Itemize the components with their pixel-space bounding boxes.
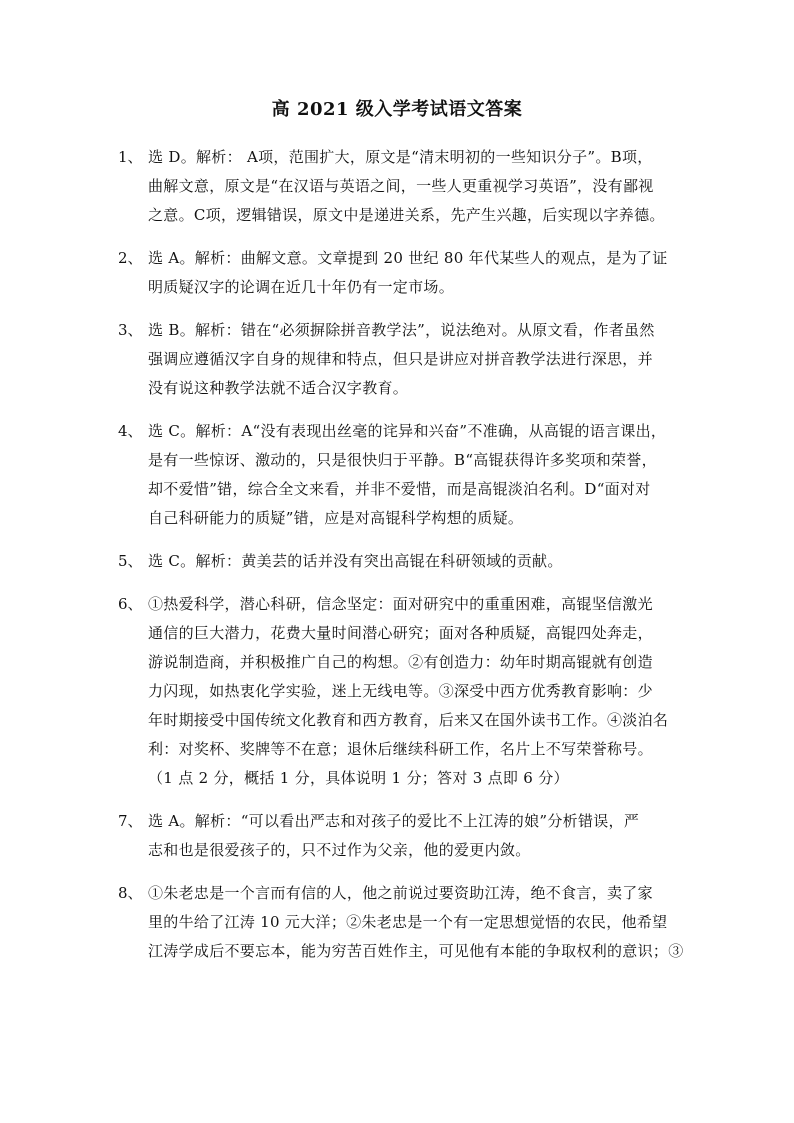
answer-line: 选 A。解析：“可以看出严志和对孩子的爱比不上江涛的娘”分析错误，严 [148, 812, 640, 830]
answer-line: ①热爱科学，潜心科研，信念坚定：面对研究中的重重困难，高锟坚信激光 [148, 595, 653, 613]
answer-item [118, 417, 718, 533]
answer-line: 之意。C项，逻辑错误，原文中是递进关系，先产生兴趣，后实现以字养德。 [148, 206, 665, 224]
answer-line: 江涛学成后不要忘本，能为穷苦百姓作主，可见他有本能的争取权利的意识；③ [148, 942, 684, 960]
answer-number: 8、 [118, 884, 143, 902]
answer-line: 选 C。解析：黄美芸的话并没有突出高锟在科研领域的贡献。 [148, 552, 563, 570]
answer-text [148, 547, 718, 576]
answer-number: 5、 [118, 552, 143, 570]
answer-number: 1、 [118, 148, 143, 166]
answer-item [118, 244, 718, 302]
answer-line: 选 D。解析： A项，范围扩大，原文是“清末明初的一些知识分子”。B项， [148, 148, 653, 166]
answer-item [118, 807, 718, 865]
answer-line: 却不爱惜”错，综合全文来看，并非不爱惜，而是高锟淡泊名利。D“面对对 [148, 480, 651, 498]
answer-text [148, 244, 718, 302]
answer-line: 没有说这种教学法就不适合汉字教育。 [148, 379, 409, 397]
answer-number: 7、 [118, 812, 143, 830]
answer-line: 通信的巨大潜力，花费大量时间潜心研究；面对各种质疑，高锟四处奔走， [148, 624, 653, 642]
answer-text [148, 143, 718, 230]
answer-line: ①朱老忠是一个言而有信的人，他之前说过要资助江涛，绝不食言，卖了家 [148, 884, 653, 902]
answer-line: 明质疑汉字的论调在近几十年仍有一定市场。 [148, 278, 455, 296]
answer-line: 是有一些惊讶、激动的，只是很快归于平静。B“高锟获得许多奖项和荣誉， [148, 451, 657, 469]
answer-line: 强调应遵循汉字自身的规律和特点，但只是讲应对拼音教学法进行深思，并 [148, 350, 653, 368]
answer-item [118, 547, 718, 576]
answer-line: 志和也是很爱孩子的，只不过作为父亲，他的爱更内敛。 [148, 841, 531, 859]
answer-line: 自己科研能力的质疑”错，应是对高锟科学构想的质疑。 [148, 509, 524, 527]
answer-line: 选 B。解析：错在“必须摒除拼音教学法”，说法绝对。从原文看，作者虽然 [148, 321, 655, 339]
answer-line: 曲解文意，原文是“在汉语与英语之间，一些人更重视学习英语”，没有鄙视 [148, 177, 654, 195]
answer-line: 游说制造商，并积极推广自己的构想。②有创造力：幼年时期高锟就有创造 [148, 653, 653, 671]
answer-number: 2、 [118, 249, 143, 267]
answer-line: 利：对奖杯、奖牌等不在意；退休后继续科研工作，名片上不写荣誉称号。 [148, 740, 653, 758]
answer-line: 选 C。解析：A“没有表现出丝毫的诧异和兴奋”不准确，从高锟的语言课出， [148, 422, 667, 440]
answer-line: 年时期接受中国传统文化教育和西方教育，后来又在国外读书工作。④淡泊名 [148, 711, 669, 729]
answer-line: （1 点 2 分，概括 1 分，具体说明 1 分；答对 3 点即 6 分） [148, 769, 569, 787]
answer-list [118, 143, 718, 980]
answer-text [148, 417, 718, 533]
answer-number: 6、 [118, 595, 143, 613]
answer-number: 3、 [118, 321, 143, 339]
answer-text [148, 807, 718, 865]
answer-line: 里的牛给了江涛 10 元大洋；②朱老忠是一个有一定思想觉悟的农民，他希望 [148, 913, 668, 931]
answer-line: 选 A。解析：曲解文意。文章提到 20 世纪 80 年代某些人的观点，是为了证 [148, 249, 668, 267]
answer-item [118, 879, 718, 966]
answer-item [118, 316, 718, 403]
answer-number: 4、 [118, 422, 143, 440]
answer-item [118, 590, 718, 793]
answer-text [148, 316, 718, 403]
answer-item [118, 143, 718, 230]
answer-text [148, 590, 718, 793]
page-title: 高 2021 级入学考试语文答案 [271, 99, 523, 120]
answer-line: 力闪现，如热衷化学实验，迷上无线电等。③深受中西方优秀教育影响：少 [148, 682, 653, 700]
answer-text [148, 879, 718, 966]
